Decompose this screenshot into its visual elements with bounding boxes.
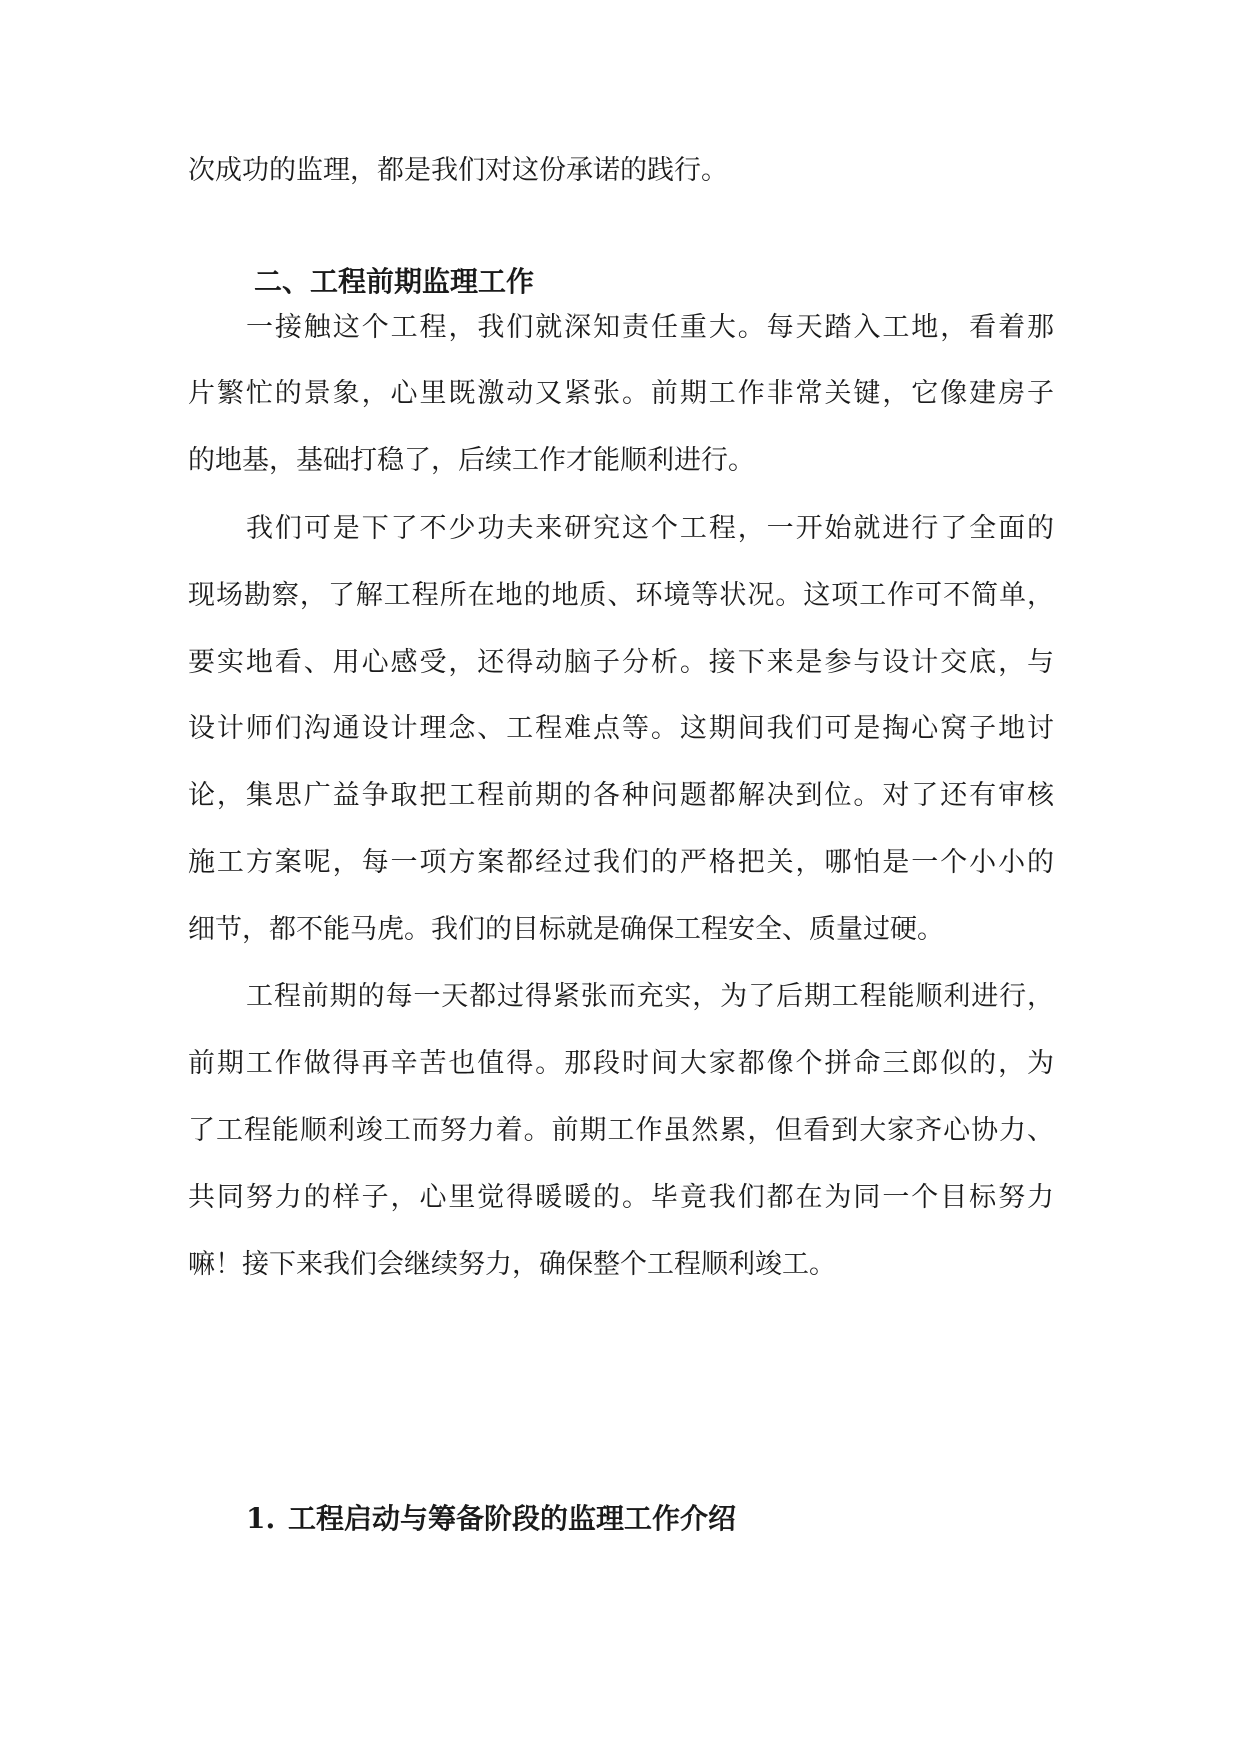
paragraph-2-line-7: 细节，都不能马虎。我们的目标就是确保工程安全、质量过硬。 bbox=[188, 914, 944, 945]
paragraph-2-line-4: 设计师们沟通设计理念、工程难点等。这期间我们可是掏心窝子地讨 bbox=[188, 713, 1054, 744]
paragraph-2-line-2: 现场勘察，了解工程所在地的地质、环境等状况。这项工作可不简单， bbox=[188, 580, 1054, 611]
section-heading: 二、工程前期监理工作 bbox=[254, 265, 535, 298]
paragraph-2-line-3: 要实地看、用心感受，还得动脑子分析。接下来是参与设计交底，与 bbox=[188, 647, 1054, 678]
paragraph-2-line-5: 论，集思广益争取把工程前期的各种问题都解决到位。对了还有审核 bbox=[188, 780, 1054, 811]
subsection-heading bbox=[246, 1499, 736, 1539]
paragraph-3-line-5: 嘛！接下来我们会继续努力，确保整个工程顺利竣工。 bbox=[188, 1249, 836, 1280]
paragraph-3-line-4: 共同努力的样子，心里觉得暖暖的。毕竟我们都在为同一个目标努力 bbox=[188, 1182, 1054, 1213]
paragraph-3-line-3: 了工程能顺利竣工而努力着。前期工作虽然累，但看到大家齐心协力、 bbox=[188, 1115, 1054, 1146]
paragraph-2-line-6: 施工方案呢，每一项方案都经过我们的严格把关，哪怕是一个小小的 bbox=[188, 847, 1054, 878]
subsection-title: 工程启动与筹备阶段的监理工作介绍 bbox=[288, 1502, 737, 1535]
paragraph-3-line-2: 前期工作做得再辛苦也值得。那段时间大家都像个拼命三郎似的，为 bbox=[188, 1048, 1054, 1079]
paragraph-1-line-1: 一接触这个工程，我们就深知责任重大。每天踏入工地，看着那 bbox=[246, 312, 1054, 343]
paragraph-1-line-3: 的地基，基础打稳了，后续工作才能顺利进行。 bbox=[188, 445, 755, 476]
paragraph-2-line-1: 我们可是下了不少功夫来研究这个工程，一开始就进行了全面的 bbox=[246, 513, 1054, 544]
paragraph-1-line-2: 片繁忙的景象，心里既激动又紧张。前期工作非常关键，它像建房子 bbox=[188, 378, 1054, 409]
subsection-number: 1. bbox=[246, 1502, 276, 1535]
intro-tail-line: 次成功的监理，都是我们对这份承诺的践行。 bbox=[188, 155, 728, 186]
paragraph-3-line-1: 工程前期的每一天都过得紧张而充实，为了后期工程能顺利进行， bbox=[246, 981, 1054, 1012]
